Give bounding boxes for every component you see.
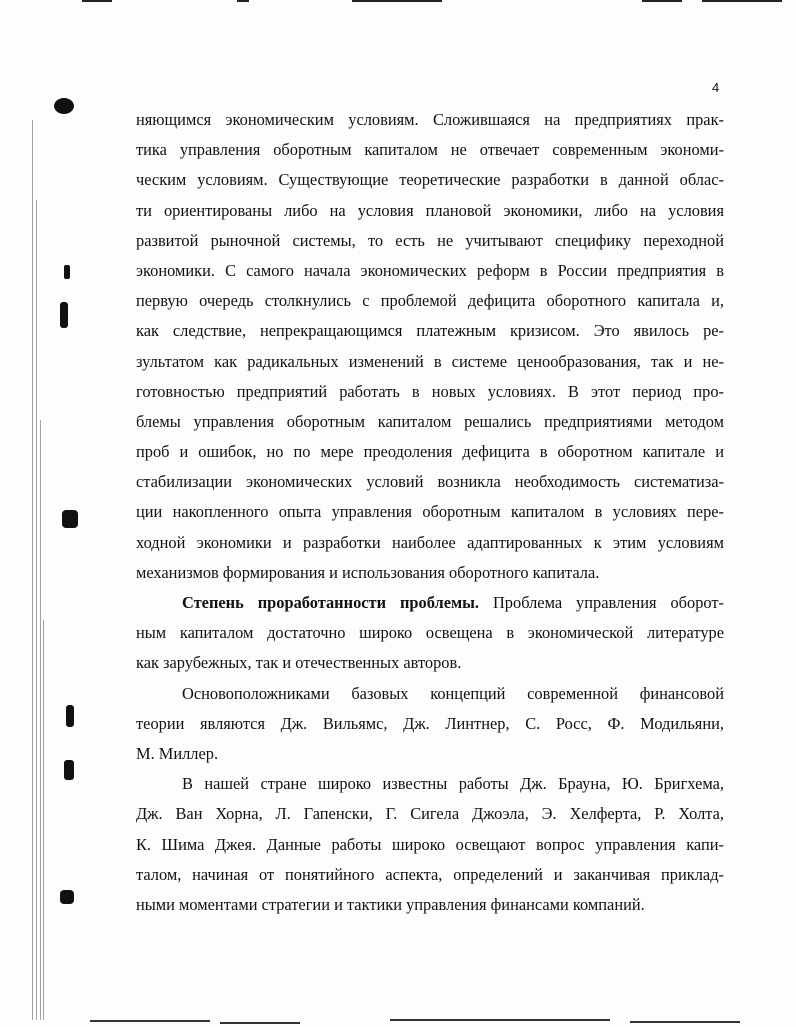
text-line: как зарубежных, так и отечественных авторов.	[136, 653, 462, 673]
text-line: проб и ошибок, но по мере преодоления дефицита в оборотном капитале и	[136, 442, 724, 462]
scan-top-edge	[82, 0, 782, 4]
text-line: Дж. Ван Хорна, Л. Гапенски, Г. Сигела Джоэла, Э. Хелферта, Р. Холта,	[136, 804, 724, 824]
text-line: экономики. С самого начала экономических реформ в России предприятия в	[136, 260, 724, 280]
body-text	[136, 105, 724, 920]
text-line: развитой рыночной системы, то есть не учитывают специфику переходной	[136, 230, 724, 250]
scan-mark	[64, 265, 70, 279]
scan-mark	[54, 98, 74, 114]
scan-mark	[64, 760, 74, 780]
text-line: К. Шима Джея. Данные работы широко освещают вопрос управления капи-	[136, 834, 724, 854]
text-line: первую очередь столкнулись с проблемой дефицита оборотного капитала и,	[136, 291, 724, 311]
text-line: Основоположниками базовых концепций современной финансовой	[182, 683, 724, 703]
text-line: ными моментами стратегии и тактики управления финансами компаний.	[136, 894, 645, 914]
binding-shadow	[30, 120, 46, 1020]
text-line: няющимся экономическим условиям. Сложившаяся на предприятиях прак-	[136, 110, 724, 129]
text-line: готовностью предприятий работать в новых условиях. В этот период про-	[136, 381, 724, 401]
text-line: как следствие, непрекращающимся платежным кризисом. Это явилось ре-	[136, 321, 724, 341]
text-line: ти ориентированы либо на условия плановой экономики, либо на условия	[136, 200, 724, 220]
text-line: тика управления оборотным капиталом не отвечает современным экономи-	[136, 140, 724, 160]
text-line: стабилизации экономических условий возникла необходимость систематиза-	[136, 472, 724, 492]
text-line: В нашей стране широко известны работы Дж. Брауна, Ю. Бригхема,	[182, 774, 724, 794]
text-line: механизмов формирования и использования оборотного капитала.	[136, 562, 600, 582]
scan-mark	[66, 705, 74, 727]
scan-mark	[62, 510, 78, 528]
scan-bottom-edge	[90, 1018, 770, 1024]
text-line: ческим условиям. Существующие теоретические разработки в данной облас-	[136, 170, 724, 190]
text-line: зультатом как радикальных изменений в системе ценообразования, так и не-	[136, 351, 724, 371]
text-line: блемы управления оборотным капиталом решались предприятиями методом	[136, 411, 724, 431]
text-line: талом, начиная от понятийного аспекта, определений и заканчивая приклад-	[136, 864, 724, 884]
text-line: ции накопленного опыта управления оборотным капиталом в условиях пере-	[136, 502, 724, 522]
text-line: теории являются Дж. Вильямс, Дж. Линтнер, С. Росс, Ф. Модильяни,	[136, 713, 724, 733]
text-line: М. Миллер.	[136, 743, 219, 763]
text-line: ным капиталом достаточно широко освещена в экономической литературе	[136, 623, 724, 643]
scan-mark	[60, 302, 68, 328]
section-heading: Степень проработанности проблемы.	[182, 593, 480, 612]
scan-mark	[60, 890, 74, 904]
section-heading-line	[136, 588, 724, 618]
page-number: 4	[712, 80, 720, 95]
text-line: ходной экономики и разработки наиболее адаптированных к этим условиям	[136, 532, 724, 552]
text-fragment: Проблема управления оборот-	[479, 593, 724, 612]
